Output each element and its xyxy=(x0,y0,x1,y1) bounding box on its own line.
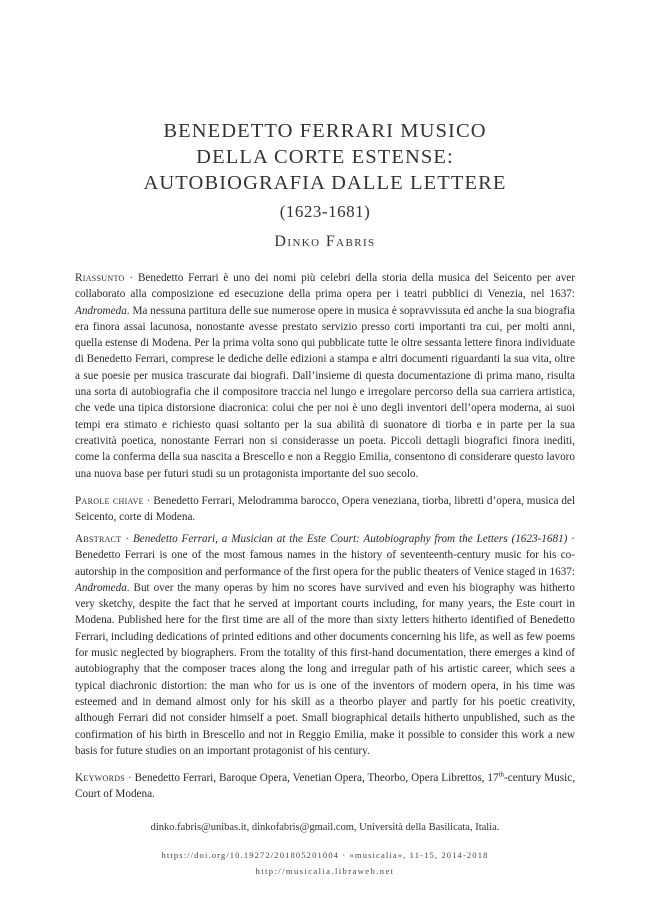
riassunto-text-1: Benedetto Ferrari è uno dei nomi più celebri della storia della musica del Seicento per aver collaborato alla composizione ed esecuzione della prima opera per i teatri pubblici di Venezia, nel 1637: xyxy=(75,272,575,301)
title-years: (1623-1681) xyxy=(279,202,371,221)
keywords-separator: · xyxy=(125,772,135,784)
keywords-text-2: -century Music, Court of Modena. xyxy=(75,772,575,801)
journal-url: http://musicalia.libraweb.net xyxy=(255,866,395,876)
author-name-text: Dinko Fabris xyxy=(274,233,376,250)
keywords-text-1: Benedetto Ferrari, Baroque Opera, Venetian Opera, Theorbo, Opera Librettos, 17 xyxy=(134,772,499,784)
author-affiliation: dinko.fabris@unibas.it, dinkofabris@gmail.com, Università della Basilicata, Italia. xyxy=(150,822,500,833)
parole-chiave-paragraph xyxy=(75,493,575,526)
riassunto-separator: · xyxy=(124,272,138,284)
abstract-label: Abstract xyxy=(75,533,122,545)
title-line-1: BENEDETTO FERRARI MUSICO xyxy=(163,120,487,142)
parole-chiave-separator: · xyxy=(143,495,154,507)
abstract-paragraph xyxy=(75,531,575,759)
abstract-italic-andromeda: Andromeda xyxy=(75,581,127,594)
keywords-superscript: th xyxy=(498,770,505,779)
keywords-label: Keywords xyxy=(75,772,126,784)
riassunto-label: Riassunto xyxy=(75,272,125,284)
riassunto-paragraph xyxy=(75,270,575,482)
keywords-paragraph xyxy=(75,770,575,803)
abstract-separator: · xyxy=(121,533,133,545)
riassunto-text-2: . Ma nessuna partitura delle sue numerose opere in musica è sopravvissuta ed anche la sua biografia era finora assai lacunosa, nonostante avesse prestato servizio presso corti importanti tra cui, per molti anni, quella estense di Modena. Per la prima volta sono qui pubblicate tutte le oltre sessanta lettere finora individuate di Benedetto Ferrari, comprese le dediche delle edizioni a stampa e altri documenti riguardanti la sua vita, oltre a sue poesie per musica trascurate dai biografi. Dall’insieme di questa documentazione di prima mano, risulta una sorta di autobiografia che il compositore traccia nel lungo e irregolare percorso della sua carriera artistica, che vede una tipica distorsione diacronica: colui che per noi è uno degli inventori dell’opera moderna, ai suoi tempi era stimato e richiesto quasi soltanto per la sua abilità di suonatore di tiorba e in parte per la sua creatività poetica, nonostante Ferrari non si considerasse un poeta. Piccoli dettagli biografici finora inediti, come la conferma della sua nascita a Brescello e non a Reggio Emilia, consentono di considerare questo lavoro una nuova base per futuri studi su un protagonista importante del suo secolo. xyxy=(75,304,575,480)
abstract-text-1: · Benedetto Ferrari is one of the most famous names in the history of seventeenth-century music for his co-autorship in the composition and performance of the first opera for the public theaters of Venice staged in 1637: xyxy=(75,533,575,578)
parole-chiave-text: Benedetto Ferrari, Melodramma barocco, Opera veneziana, tiorba, libretti d’opera, musica del Seicento, corte di Modena. xyxy=(75,495,575,524)
article-title xyxy=(0,118,650,223)
abstract-text-2: . But over the many operas by him no scores have survived and even his biography was hitherto very sketchy, despite the fact that he served at important courts including, for many years, the Este court in Modena. Published here for the first time are all of the more than sixty letters hitherto identified of Benedetto Ferrari, including dedications of printed editions and other documents concerning his life, as well as few poems for music neglected by biographers. From the totality of this first-hand documentation, there emerges a kind of autobiography that the composer traces along the long and irregular path of his artistic career, which sees a typical diachronic distortion: the man who for us is one of the inventors of modern opera, in his time was esteemed and in demand almost only for his skill as a theorbo player and partly for his poetic creativity, although Ferrari did not consider himself a poet. Small biographical details hitherto unpublished, such as the confirmation of his birth in Brescello and not in Reggio Emilia, make it possible to consider this work a new basis for future studies on an important protagonist of his century. xyxy=(75,581,575,757)
parole-chiave-label: Parole chiave xyxy=(75,495,144,507)
riassunto-italic-andromeda: Andromeda xyxy=(75,304,127,317)
author-name xyxy=(0,233,650,251)
abstract-italic-title: Benedetto Ferrari, a Musician at the Este Court: Autobiography from the Letters (1623-1681) xyxy=(132,533,568,545)
title-line-3: AUTOBIOGRAFIA DALLE LETTERE xyxy=(143,172,507,194)
title-line-2: DELLA CORTE ESTENSE: xyxy=(196,146,454,168)
doi-line: https://doi.org/10.19272/201805201004 · «musicalia», 11-15, 2014-2018 xyxy=(161,850,489,860)
